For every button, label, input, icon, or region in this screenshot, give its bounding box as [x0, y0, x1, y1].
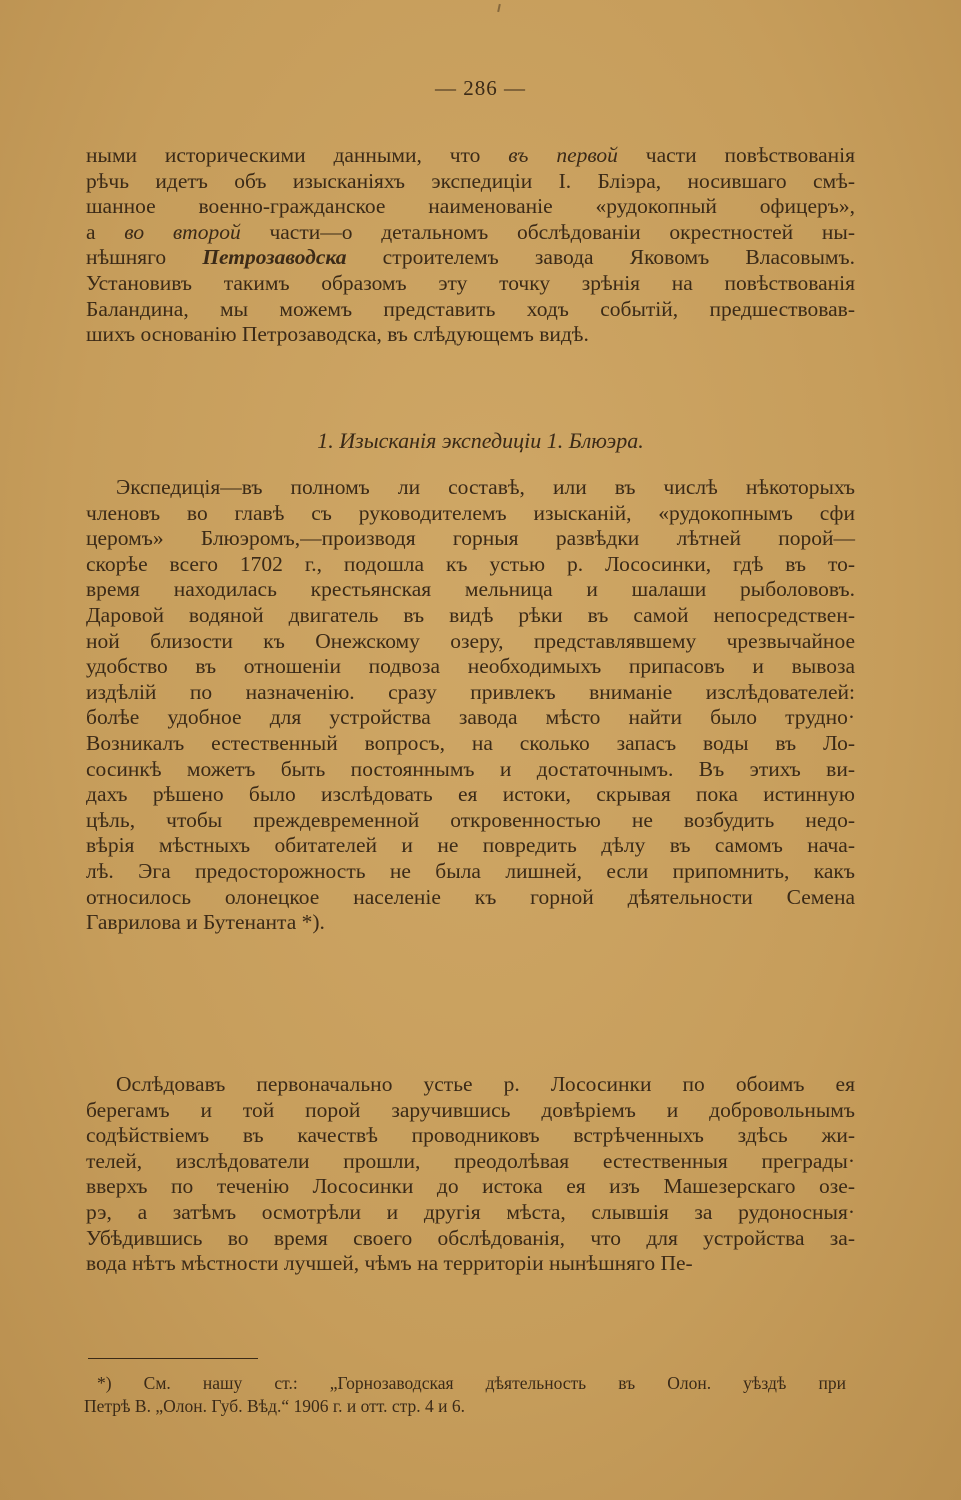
- section-heading: 1. Изысканія экспедиціи 1. Блюэра.: [317, 428, 644, 453]
- text-line: дахъ рѣшено было изслѣдовать ея истоки, скрывая пока истинную: [86, 782, 855, 807]
- text-line: вода нѣтъ мѣстности лучшей, чѣмъ на территоріи нынѣшняго Пе-: [86, 1251, 693, 1276]
- text-line: Возникалъ естественный вопросъ, на сколько запасъ воды въ Ло-: [86, 730, 855, 755]
- text-line: ными историческими данными, что въ первой части повѣствованія: [86, 143, 855, 167]
- text-line: Экспедиція—въ полномъ ли составѣ, или въ числѣ нѣкоторыхъ: [116, 475, 855, 499]
- text-line: Даровой водяной двигатель въ видѣ рѣки въ самой непосредствен-: [86, 602, 855, 627]
- text-line: скорѣе всего 1702 г., подошла къ устью р. Лососинки, гдѣ въ то-: [86, 551, 855, 576]
- stray-pen-mark: [497, 4, 501, 12]
- footnote: [84, 1372, 846, 1418]
- footnote-line: *) См. нашу ст.: „Горнозаводская дѣятельность въ Олон. уѣздѣ при: [97, 1373, 846, 1393]
- text-line: цѣль, чтобы преждевременной откровенностью не возбудить недо-: [86, 807, 855, 832]
- paragraph-1: [86, 475, 855, 936]
- text-line: нѣшняго Петрозаводска строителемъ завода Яковомъ Власовымъ.: [86, 245, 856, 270]
- text-line: Установивъ такимъ образомъ эту точку зрѣнія на повѣствованія: [86, 270, 855, 295]
- text-line: время находилась крестьянская мельница и шалаши рыболововъ.: [86, 577, 855, 602]
- text-line: издѣлій по назначенію. сразу привлекъ вниманіе изслѣдователей:: [86, 679, 855, 704]
- text-line: удобство въ отношеніи подвоза необходимыхъ припасовъ и вывоза: [86, 654, 855, 679]
- text-line: вѣрія мѣстныхъ обитателей и не повредить дѣлу въ самомъ нача-: [86, 833, 855, 858]
- text-line: шихъ основанію Петрозаводска, въ слѣдующемъ видѣ.: [86, 322, 589, 347]
- emphasis-second-part: во второй: [124, 219, 241, 244]
- text-line: вверхъ по теченію Лососинки до истока ея изъ Машезерскаго озе-: [86, 1174, 855, 1199]
- text-line: Ослѣдовавъ первоначально устье р. Лососинки по обоимъ ея: [116, 1072, 855, 1096]
- emphasis-first-part: въ первой: [508, 143, 618, 167]
- emphasis-petrozavodsk: Петрозаводска: [202, 245, 347, 270]
- text-line: церомъ» Блюэромъ,—производя горныя развѣдки лѣтней порой—: [86, 526, 855, 551]
- text-line: Баландина, мы можемъ представить ходъ событій, предшествовав-: [86, 296, 855, 321]
- text-line: сосинкѣ можетъ быть постояннымъ и достаточнымъ. Въ этихъ ви-: [86, 756, 855, 781]
- footnote-line: Петрѣ В. „Олон. Губ. Вѣд.“ 1906 г. и отт. стр. 4 и 6.: [84, 1396, 465, 1416]
- text-line: рэ, а затѣмъ осмотрѣли и другія мѣста, слывшія за рудоносныя·: [86, 1199, 855, 1224]
- footnote-separator: [88, 1358, 258, 1359]
- text-line: ной близости къ Онежскому озеру, представлявшему чрезвычайное: [86, 628, 855, 653]
- paragraph-2: [86, 1072, 855, 1277]
- text-line: берегамъ и той порой заручившись довѣріемъ и добровольнымъ: [86, 1097, 855, 1122]
- text-line: Гаврилова и Бутенанта *).: [86, 910, 325, 935]
- text-line: а во второй части—о детальномъ обслѣдованіи окрестностей ны-: [86, 219, 855, 244]
- text-line: содѣйствіемъ въ качествѣ проводниковъ встрѣченныхъ здѣсь жи-: [86, 1123, 855, 1148]
- text-line: Убѣдившись во время своего обслѣдованія, что для устройства за-: [86, 1225, 855, 1250]
- text-line: телей, изслѣдователи прошли, преодолѣвая естественныя преграды·: [86, 1148, 855, 1173]
- text-line: лѣ. Эга предосторожность не была лишней, если припомнить, какъ: [86, 858, 855, 883]
- text-line: шанное военно-гражданское наименованіе «рудокопный офицеръ»,: [86, 194, 855, 219]
- text-line: болѣе удобное для устройства завода мѣсто найти было трудно·: [86, 705, 855, 730]
- intro-paragraph: [86, 143, 855, 348]
- text-line: относилось олонецкое населеніе къ горной дѣятельности Семена: [86, 884, 855, 909]
- text-line: рѣчь идетъ объ изысканіяхъ экспедиціи I. Бліэра, носившаго смѣ-: [86, 168, 855, 193]
- text-line: членовъ во главѣ съ руководителемъ изысканій, «рудокопнымъ сфи: [86, 500, 855, 525]
- page-number: — 286 —: [435, 76, 526, 100]
